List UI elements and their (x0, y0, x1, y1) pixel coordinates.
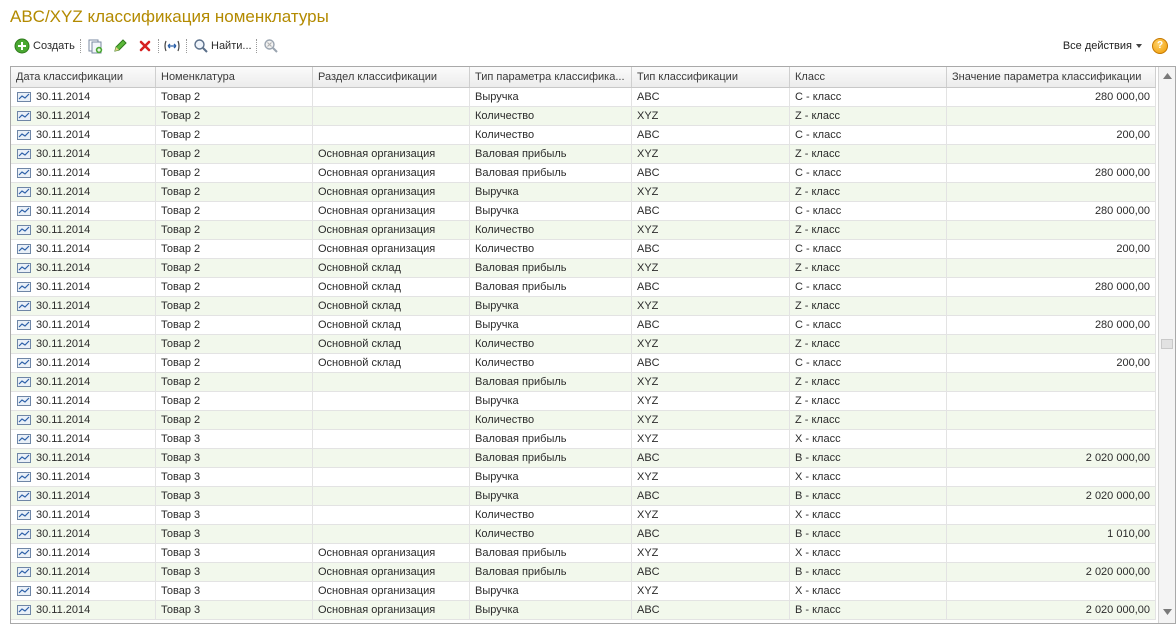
cell-section: Основной склад (313, 297, 470, 316)
cell-value: 280 000,00 (947, 88, 1156, 107)
cell-classification-type: ABC (632, 563, 790, 582)
cell-value: 200,00 (947, 240, 1156, 259)
cell-value (947, 221, 1156, 240)
cell-item: Товар 3 (156, 582, 313, 601)
cell-classification-type: XYZ (632, 411, 790, 430)
cell-section: Основной склад (313, 335, 470, 354)
scroll-up-icon[interactable] (1161, 69, 1173, 83)
cell-classification-type: ABC (632, 601, 790, 620)
cell-class: B - класс (790, 601, 947, 620)
cell-classification-type: ABC (632, 316, 790, 335)
cell-parameter-type: Валовая прибыль (470, 373, 632, 392)
cell-value (947, 392, 1156, 411)
arrows-expand-icon (163, 38, 181, 54)
cell-classification-type: XYZ (632, 297, 790, 316)
cell-parameter-type: Выручка (470, 316, 632, 335)
cell-section (313, 107, 470, 126)
cell-item: Товар 2 (156, 392, 313, 411)
table-row[interactable] (11, 468, 1156, 487)
cell-classification-type: ABC (632, 202, 790, 221)
cell-value: 280 000,00 (947, 278, 1156, 297)
cell-item: Товар 2 (156, 88, 313, 107)
find-button-label: Найти... (211, 40, 252, 52)
cell-item: Товар 2 (156, 335, 313, 354)
cell-section (313, 88, 470, 107)
cell-value: 2 020 000,00 (947, 563, 1156, 582)
column-header-classification-type[interactable]: Тип классификации (632, 67, 790, 87)
table-row[interactable] (11, 202, 1156, 221)
cell-class: C - класс (790, 354, 947, 373)
pencil-icon (112, 38, 128, 54)
cell-classification-type: XYZ (632, 373, 790, 392)
cell-date: 30.11.2014 (11, 278, 156, 297)
cell-parameter-type: Количество (470, 240, 632, 259)
cell-parameter-type: Валовая прибыль (470, 164, 632, 183)
cell-classification-type: ABC (632, 240, 790, 259)
cell-item: Товар 2 (156, 354, 313, 373)
scrollbar-thumb[interactable] (1161, 339, 1173, 349)
cell-classification-type: ABC (632, 126, 790, 145)
column-header-class[interactable]: Класс (790, 67, 947, 87)
cell-classification-type: XYZ (632, 392, 790, 411)
table-row[interactable] (11, 373, 1156, 392)
cell-section: Основная организация (313, 183, 470, 202)
cell-class: C - класс (790, 240, 947, 259)
toolbar-separator (186, 39, 187, 53)
cell-section: Основная организация (313, 240, 470, 259)
column-header-value[interactable]: Значение параметра классификации (947, 67, 1156, 87)
plus-circle-icon (14, 38, 30, 54)
cell-classification-type: ABC (632, 278, 790, 297)
table-row[interactable] (11, 525, 1156, 544)
cell-parameter-type: Количество (470, 411, 632, 430)
cell-item: Товар 2 (156, 145, 313, 164)
cell-item: Товар 3 (156, 430, 313, 449)
cell-date: 30.11.2014 (11, 392, 156, 411)
cell-date: 30.11.2014 (11, 506, 156, 525)
magnifier-icon (193, 38, 209, 54)
table-row[interactable] (11, 582, 1156, 601)
cell-classification-type: XYZ (632, 544, 790, 563)
cell-class: X - класс (790, 506, 947, 525)
cell-date: 30.11.2014 (11, 449, 156, 468)
cell-value: 280 000,00 (947, 316, 1156, 335)
cell-classification-type: XYZ (632, 221, 790, 240)
cell-section: Основная организация (313, 202, 470, 221)
table-body (11, 88, 1156, 620)
classification-table (10, 66, 1176, 624)
cell-date: 30.11.2014 (11, 126, 156, 145)
cell-value (947, 506, 1156, 525)
cell-parameter-type: Выручка (470, 582, 632, 601)
cell-item: Товар 3 (156, 544, 313, 563)
cell-date: 30.11.2014 (11, 88, 156, 107)
table-row[interactable] (11, 449, 1156, 468)
cell-item: Товар 3 (156, 468, 313, 487)
cell-class: Z - класс (790, 145, 947, 164)
cell-item: Товар 3 (156, 449, 313, 468)
edit-button[interactable] (112, 36, 128, 56)
help-button[interactable]: ? (1152, 38, 1168, 54)
cell-classification-type: XYZ (632, 335, 790, 354)
cell-item: Товар 2 (156, 221, 313, 240)
copy-add-icon (87, 38, 103, 54)
cell-value (947, 373, 1156, 392)
cell-classification-type: ABC (632, 354, 790, 373)
cell-class: Z - класс (790, 297, 947, 316)
cell-class: X - класс (790, 430, 947, 449)
cell-date: 30.11.2014 (11, 183, 156, 202)
cell-class: B - класс (790, 487, 947, 506)
cell-section: Основной склад (313, 278, 470, 297)
table-row[interactable] (11, 107, 1156, 126)
cell-item: Товар 2 (156, 297, 313, 316)
magnifier-cancel-icon (263, 38, 279, 54)
table-row[interactable] (11, 259, 1156, 278)
cell-classification-type: XYZ (632, 183, 790, 202)
cell-item: Товар 2 (156, 183, 313, 202)
cell-section: Основная организация (313, 221, 470, 240)
cell-class: C - класс (790, 316, 947, 335)
cell-date: 30.11.2014 (11, 582, 156, 601)
create-button-label: Создать (33, 40, 75, 52)
cell-class: Z - класс (790, 107, 947, 126)
cell-class: Z - класс (790, 183, 947, 202)
cell-section: Основной склад (313, 259, 470, 278)
cell-date: 30.11.2014 (11, 145, 156, 164)
cell-item: Товар 3 (156, 563, 313, 582)
cell-value: 2 020 000,00 (947, 601, 1156, 620)
cell-class: X - класс (790, 582, 947, 601)
cell-parameter-type: Валовая прибыль (470, 430, 632, 449)
table-row[interactable] (11, 411, 1156, 430)
cell-class: C - класс (790, 278, 947, 297)
cell-date: 30.11.2014 (11, 335, 156, 354)
cell-parameter-type: Количество (470, 335, 632, 354)
cell-value (947, 297, 1156, 316)
cell-date: 30.11.2014 (11, 430, 156, 449)
cell-parameter-type: Количество (470, 126, 632, 145)
cell-parameter-type: Количество (470, 221, 632, 240)
table-row[interactable] (11, 145, 1156, 164)
cell-date: 30.11.2014 (11, 202, 156, 221)
cell-classification-type: XYZ (632, 468, 790, 487)
cell-class: B - класс (790, 525, 947, 544)
cell-date: 30.11.2014 (11, 297, 156, 316)
table-row[interactable] (11, 506, 1156, 525)
cell-parameter-type: Количество (470, 506, 632, 525)
cell-class: B - класс (790, 449, 947, 468)
cell-class: Z - класс (790, 221, 947, 240)
cell-value (947, 107, 1156, 126)
cell-class: X - класс (790, 468, 947, 487)
cell-value: 200,00 (947, 354, 1156, 373)
cell-parameter-type: Выручка (470, 202, 632, 221)
cell-section: Основная организация (313, 563, 470, 582)
cell-parameter-type: Выручка (470, 487, 632, 506)
cell-classification-type: ABC (632, 164, 790, 183)
cell-section (313, 430, 470, 449)
cell-section: Основная организация (313, 601, 470, 620)
cell-value: 2 020 000,00 (947, 487, 1156, 506)
cell-item: Товар 2 (156, 316, 313, 335)
create-button[interactable] (14, 36, 75, 56)
cell-section: Основная организация (313, 164, 470, 183)
table-row[interactable] (11, 563, 1156, 582)
cell-date: 30.11.2014 (11, 487, 156, 506)
cell-class: C - класс (790, 202, 947, 221)
cell-value (947, 544, 1156, 563)
chevron-down-icon (1136, 44, 1142, 48)
cell-parameter-type: Количество (470, 107, 632, 126)
cell-section (313, 506, 470, 525)
cell-item: Товар 2 (156, 202, 313, 221)
cell-classification-type: XYZ (632, 107, 790, 126)
cell-class: Z - класс (790, 335, 947, 354)
delete-button[interactable] (137, 36, 153, 56)
cell-date: 30.11.2014 (11, 601, 156, 620)
cell-date: 30.11.2014 (11, 240, 156, 259)
all-actions-label: Все действия (1062, 40, 1132, 52)
table-row[interactable] (11, 601, 1156, 620)
cell-parameter-type: Выручка (470, 88, 632, 107)
cell-parameter-type: Выручка (470, 392, 632, 411)
cell-value: 2 020 000,00 (947, 449, 1156, 468)
cell-classification-type: ABC (632, 487, 790, 506)
cell-parameter-type: Валовая прибыль (470, 259, 632, 278)
cell-value (947, 145, 1156, 164)
cell-parameter-type: Валовая прибыль (470, 145, 632, 164)
cell-classification-type: XYZ (632, 259, 790, 278)
cell-section: Основная организация (313, 544, 470, 563)
cell-class: Z - класс (790, 411, 947, 430)
cell-class: X - класс (790, 544, 947, 563)
cell-classification-type: ABC (632, 88, 790, 107)
cell-date: 30.11.2014 (11, 221, 156, 240)
cell-parameter-type: Валовая прибыль (470, 563, 632, 582)
cell-value (947, 582, 1156, 601)
cell-section (313, 392, 470, 411)
column-header-date[interactable]: Дата классификации (11, 67, 156, 87)
cell-item: Товар 3 (156, 525, 313, 544)
table-row[interactable] (11, 392, 1156, 411)
cell-classification-type: ABC (632, 525, 790, 544)
cell-class: B - класс (790, 563, 947, 582)
cell-value: 1 010,00 (947, 525, 1156, 544)
table-row[interactable] (11, 487, 1156, 506)
cell-parameter-type: Выручка (470, 601, 632, 620)
toolbar-separator (80, 39, 81, 53)
cell-date: 30.11.2014 (11, 563, 156, 582)
page-title: ABC/XYZ классификация номенклатуры (10, 7, 329, 26)
table-row[interactable] (11, 316, 1156, 335)
cell-parameter-type: Выручка (470, 468, 632, 487)
cell-item: Товар 2 (156, 411, 313, 430)
table-row[interactable] (11, 544, 1156, 563)
table-row[interactable] (11, 88, 1156, 107)
scroll-down-icon[interactable] (1161, 605, 1173, 619)
table-row[interactable] (11, 164, 1156, 183)
cell-value (947, 183, 1156, 202)
table-row[interactable] (11, 240, 1156, 259)
hierarchy-button[interactable] (163, 36, 181, 56)
cell-item: Товар 2 (156, 107, 313, 126)
cell-value: 280 000,00 (947, 164, 1156, 183)
cell-value: 200,00 (947, 126, 1156, 145)
table-header (11, 67, 1156, 88)
cell-date: 30.11.2014 (11, 468, 156, 487)
cell-date: 30.11.2014 (11, 354, 156, 373)
cell-section: Основная организация (313, 145, 470, 164)
cell-item: Товар 3 (156, 487, 313, 506)
delete-x-icon (137, 38, 153, 54)
cell-item: Товар 2 (156, 164, 313, 183)
cell-section: Основной склад (313, 354, 470, 373)
cell-parameter-type: Выручка (470, 297, 632, 316)
cell-item: Товар 3 (156, 506, 313, 525)
cell-item: Товар 2 (156, 259, 313, 278)
cell-section (313, 487, 470, 506)
cell-item: Товар 3 (156, 601, 313, 620)
cancel-search-button[interactable] (263, 36, 279, 56)
cell-section (313, 373, 470, 392)
cell-class: Z - класс (790, 259, 947, 278)
cell-class: C - класс (790, 88, 947, 107)
cell-parameter-type: Валовая прибыль (470, 449, 632, 468)
cell-section (313, 525, 470, 544)
cell-class: C - класс (790, 126, 947, 145)
cell-date: 30.11.2014 (11, 316, 156, 335)
cell-classification-type: ABC (632, 449, 790, 468)
cell-value (947, 411, 1156, 430)
cell-section (313, 449, 470, 468)
cell-parameter-type: Валовая прибыль (470, 544, 632, 563)
cell-date: 30.11.2014 (11, 164, 156, 183)
toolbar-separator (256, 39, 257, 53)
cell-parameter-type: Выручка (470, 183, 632, 202)
table-row[interactable] (11, 354, 1156, 373)
cell-parameter-type: Количество (470, 354, 632, 373)
cell-value (947, 259, 1156, 278)
column-header-section[interactable]: Раздел классификации (313, 67, 470, 87)
all-actions-menu[interactable] (1063, 36, 1142, 56)
table-row[interactable] (11, 335, 1156, 354)
toolbar (10, 36, 1176, 56)
find-button[interactable] (193, 36, 252, 56)
cell-date: 30.11.2014 (11, 107, 156, 126)
cell-class: Z - класс (790, 392, 947, 411)
table-row[interactable] (11, 278, 1156, 297)
table-row[interactable] (11, 183, 1156, 202)
cell-section (313, 411, 470, 430)
cell-item: Товар 2 (156, 278, 313, 297)
cell-section: Основная организация (313, 582, 470, 601)
cell-section: Основной склад (313, 316, 470, 335)
cell-class: C - класс (790, 164, 947, 183)
cell-section (313, 468, 470, 487)
cell-item: Товар 2 (156, 240, 313, 259)
cell-section (313, 126, 470, 145)
cell-classification-type: XYZ (632, 506, 790, 525)
cell-value (947, 468, 1156, 487)
table-row[interactable] (11, 430, 1156, 449)
table-row[interactable] (11, 126, 1156, 145)
cell-value (947, 430, 1156, 449)
cell-classification-type: XYZ (632, 145, 790, 164)
copy-button[interactable] (87, 36, 103, 56)
column-header-item[interactable]: Номенклатура (156, 67, 313, 87)
vertical-scrollbar[interactable] (1158, 67, 1175, 623)
cell-date: 30.11.2014 (11, 525, 156, 544)
column-header-parameter-type[interactable]: Тип параметра классифика... (470, 67, 632, 87)
cell-item: Товар 2 (156, 126, 313, 145)
cell-parameter-type: Валовая прибыль (470, 278, 632, 297)
cell-parameter-type: Количество (470, 525, 632, 544)
cell-classification-type: XYZ (632, 582, 790, 601)
table-row[interactable] (11, 297, 1156, 316)
cell-date: 30.11.2014 (11, 373, 156, 392)
cell-classification-type: XYZ (632, 430, 790, 449)
cell-date: 30.11.2014 (11, 411, 156, 430)
cell-item: Товар 2 (156, 373, 313, 392)
toolbar-separator (158, 39, 159, 53)
cell-date: 30.11.2014 (11, 544, 156, 563)
cell-value: 280 000,00 (947, 202, 1156, 221)
table-row[interactable] (11, 221, 1156, 240)
cell-date: 30.11.2014 (11, 259, 156, 278)
cell-value (947, 335, 1156, 354)
cell-class: Z - класс (790, 373, 947, 392)
